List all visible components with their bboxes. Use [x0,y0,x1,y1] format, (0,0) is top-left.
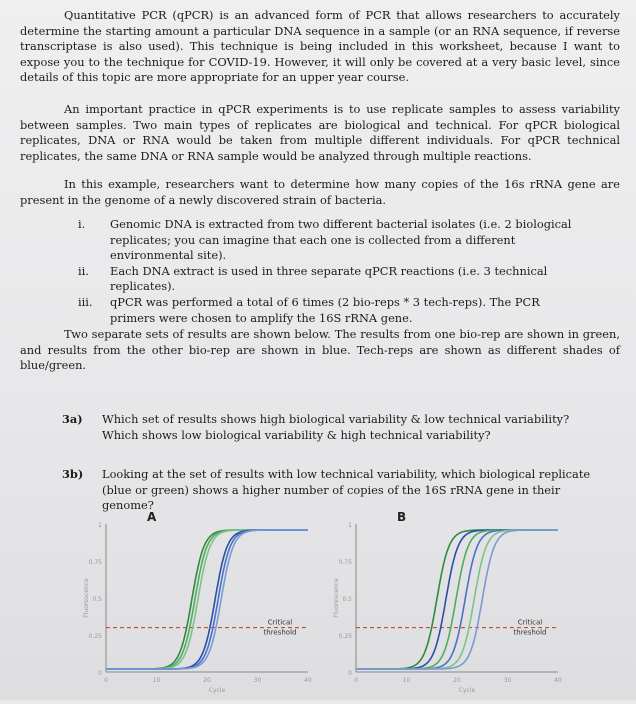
amplification-curve-blue [356,530,558,669]
intro-paragraph-replicates: An important practice in qPCR experiments is to use replicate samples to assess variability between samples. Two main types of replicates are biological and technical. For qPCR biological replicates, DNA or RNA would be taken from multiple different individuals. For qPCR technical replicates, the same DNA or RNA sample would be analyzed through multiple reactions. [20,102,620,163]
x-tick-label: 40 [554,677,562,684]
y-axis-label: Fluorescence [333,578,340,618]
threshold-label-line2: threshold [263,628,297,637]
x-axis-label: Cycle [208,687,226,694]
list-item [78,217,588,264]
chart-b [330,510,570,700]
x-tick-label: 30 [503,677,512,684]
panel-label: B [397,510,407,524]
y-tick-label: 0 [98,670,102,677]
list-item [78,295,588,326]
y-tick-label: 1 [348,522,352,529]
list-item-number: ii. [78,263,89,278]
question-3b [62,467,592,514]
intro-paragraph-qpcr: Quantitative PCR (qPCR) is an advanced form of PCR that allows researchers to accurately determine the starting amount a particular DNA sequence in a sample (or an RNA sequence, if reverse transcriptase is also used). This technique is being included in this worksheet, because I want to expose you to the technique for COVID-19. However, it will only be covered at a very basic level, since details of this topic are more appropriate for an upper year course. [20,8,620,85]
list-item [78,264,588,295]
y-tick-label: 0.75 [88,559,102,566]
chart-a [80,510,320,700]
threshold-label-line1: Critical [267,618,293,627]
x-tick-label: 10 [402,677,411,684]
chart-a-svg [80,510,320,700]
list-item-number: iii. [78,294,93,309]
y-axis-label: Fluorescence [83,578,90,618]
question-number: 3a) [62,412,83,426]
question-text: Looking at the set of results with low technical variability, which biological replicate (blue or green) shows a higher number of copies of the 16S rRNA gene in their genome? [102,467,591,513]
y-tick-label: 1 [98,522,102,529]
threshold-label-line2: threshold [513,628,547,637]
procedure-list [78,217,588,326]
list-item-text: qPCR was performed a total of 6 times (2 bio-reps * 3 tech-reps). The PCR primers were chosen to amplify the 16S rRNA gene. [110,294,540,325]
results-description: Two separate sets of results are shown below. The results from one bio-rep are shown in green, and results from the other bio-rep are shown in blue. Tech-reps are shown as different shades of blue/green. [20,327,620,373]
x-axis-label: Cycle [458,687,476,694]
x-tick-label: 0 [104,677,108,684]
y-tick-label: 0.5 [92,596,102,603]
intro-paragraph-example: In this example, researchers want to determine how many copies of the 16s rRNA gene are present in the genome of a newly discovered strain of bacteria. [20,177,620,207]
x-tick-label: 10 [152,677,161,684]
question-text: Which set of results shows high biological variability & low technical variability? Which shows low biological variability & high technical variability? [102,412,570,442]
list-item-text: Genomic DNA is extracted from two different bacterial isolates (i.e. 2 biological replicates; you can imagine that each one is collected from a different environmental site). [110,217,572,263]
y-tick-label: 0.25 [88,633,102,640]
y-tick-label: 0 [348,670,352,677]
amplification-curve-blue [106,530,308,669]
x-tick-label: 20 [203,677,211,684]
panel-label: A [147,510,157,524]
chart-b-svg [330,510,570,700]
x-tick-label: 0 [354,677,358,684]
list-item-number: i. [78,217,86,231]
threshold-label-line1: Critical [517,618,543,627]
y-tick-label: 0.25 [338,633,352,640]
y-tick-label: 0.5 [342,596,352,603]
x-tick-label: 30 [253,677,262,684]
x-tick-label: 40 [304,677,312,684]
question-3a [62,412,592,443]
x-tick-label: 20 [453,677,461,684]
y-tick-label: 0.75 [338,559,352,566]
list-item-text: Each DNA extract is used in three separate qPCR reactions (i.e. 3 technical replicates). [110,263,548,294]
question-number: 3b) [62,467,84,481]
